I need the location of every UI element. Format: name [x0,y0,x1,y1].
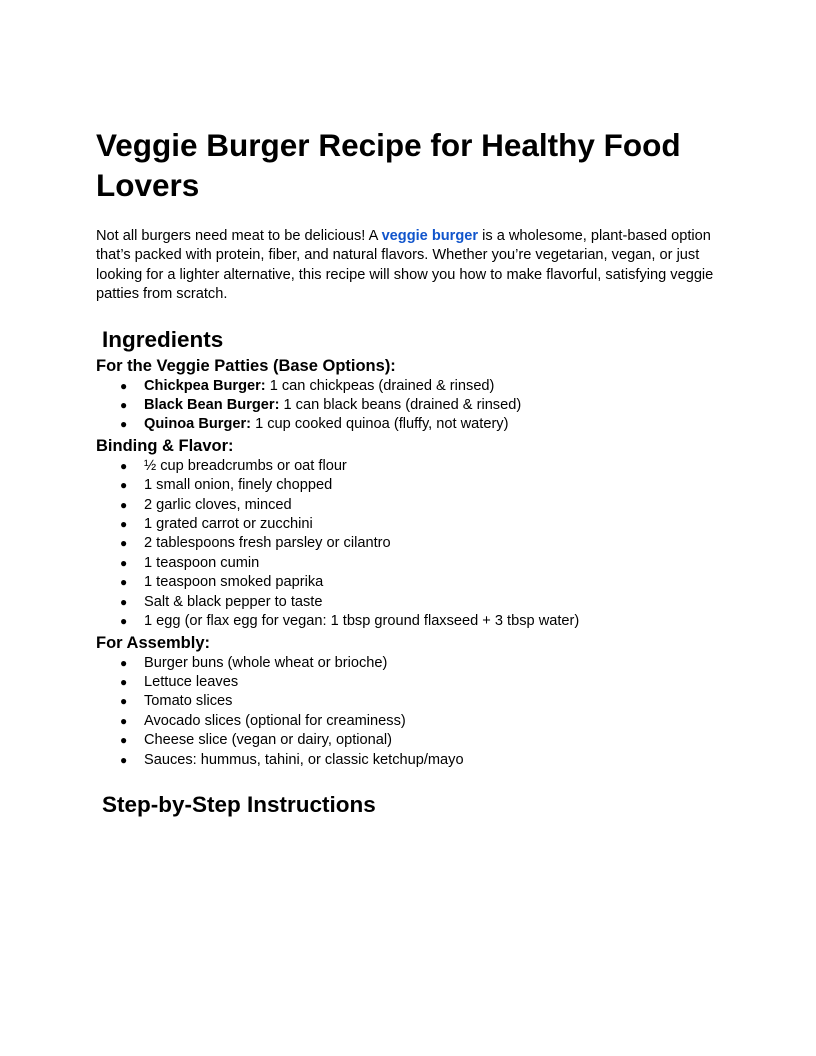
list-item [96,534,720,553]
bullet-icon: ● [120,478,128,493]
intro-text-before-link: Not all burgers need meat to be delicious! A [96,228,382,244]
item-text: 1 can black beans (drained & rinsed) [279,397,522,414]
document-content [96,125,720,820]
bullet-icon: ● [120,536,128,551]
patties-list [96,377,720,435]
item-text: 1 can chickpeas (drained & rinsed) [265,377,495,394]
list-item [96,396,720,415]
list-item [96,415,720,434]
list-item [96,573,720,592]
item-text: 1 egg (or flax egg for vegan: 1 tbsp ground flaxseed + 3 tbsp water) [144,613,580,630]
list-item [96,515,720,534]
list-item [96,476,720,495]
item-label: Quinoa Burger: [144,416,252,433]
item-text: Tomato slices [144,693,233,710]
bullet-icon: ● [120,594,128,609]
item-text: 2 tablespoons fresh parsley or cilantro [144,535,391,552]
binding-heading: Binding & Flavor: [96,436,234,455]
bullet-icon: ● [120,713,128,728]
list-item [96,673,720,692]
item-text: 1 cup cooked quinoa (fluffy, not watery) [251,416,509,433]
item-text: Salt & black pepper to taste [144,593,323,610]
item-text: 2 garlic cloves, minced [144,496,292,513]
bullet-icon: ● [120,555,128,570]
list-item [96,457,720,476]
binding-list [96,457,720,632]
assembly-heading: For Assembly: [96,633,211,652]
patties-heading: For the Veggie Patties (Base Options): [96,356,396,375]
assembly-list [96,654,720,770]
list-item [96,554,720,573]
bullet-icon: ● [120,417,128,432]
bullet-icon: ● [120,398,128,413]
steps-heading: Step-by-Step Instructions [102,791,376,817]
item-text: 1 teaspoon smoked paprika [144,574,324,591]
veggie-burger-link[interactable]: veggie burger [381,228,479,244]
item-text: Avocado slices (optional for creaminess) [144,712,406,729]
item-text: Burger buns (whole wheat or brioche) [144,654,388,671]
bullet-icon: ● [120,614,128,629]
list-item [96,377,720,396]
list-item [96,692,720,711]
page-title: Veggie Burger Recipe for Healthy Food Lovers [96,127,681,203]
bullet-icon: ● [120,458,128,473]
bullet-icon: ● [120,378,128,393]
bullet-icon: ● [120,575,128,590]
item-label: Chickpea Burger: [144,377,266,394]
bullet-icon: ● [120,655,128,670]
bullet-icon: ● [120,752,128,767]
bullet-icon: ● [120,674,128,689]
ingredients-heading: Ingredients [102,326,224,352]
item-text: Lettuce leaves [144,673,239,690]
list-item [96,751,720,770]
intro-text-after-link: is a wholesome, plant-based option that’s packed with protein, fiber, and natural flavors. Whether you’re vegetarian, vegan, or just looking for a lighter alternative, this recipe will show you how to make flavorful, satisfying veggie patties from scratch. [96,228,714,303]
list-item [96,712,720,731]
item-text: 1 teaspoon cumin [144,554,260,571]
list-item [96,496,720,515]
bullet-icon: ● [120,733,128,748]
item-text: 1 grated carrot or zucchini [144,516,313,533]
item-text: 1 small onion, finely chopped [144,477,333,494]
item-text: Cheese slice (vegan or dairy, optional) [144,732,392,749]
list-item [96,593,720,612]
bullet-icon: ● [120,497,128,512]
bullet-icon: ● [120,517,128,532]
bullet-icon: ● [120,694,128,709]
item-text: Sauces: hummus, tahini, or classic ketchup/mayo [144,751,464,768]
list-item [96,612,720,631]
list-item [96,654,720,673]
intro-paragraph [96,227,720,305]
list-item [96,731,720,750]
item-text: ½ cup breadcrumbs or oat flour [144,457,347,474]
item-label: Black Bean Burger: [144,397,280,414]
